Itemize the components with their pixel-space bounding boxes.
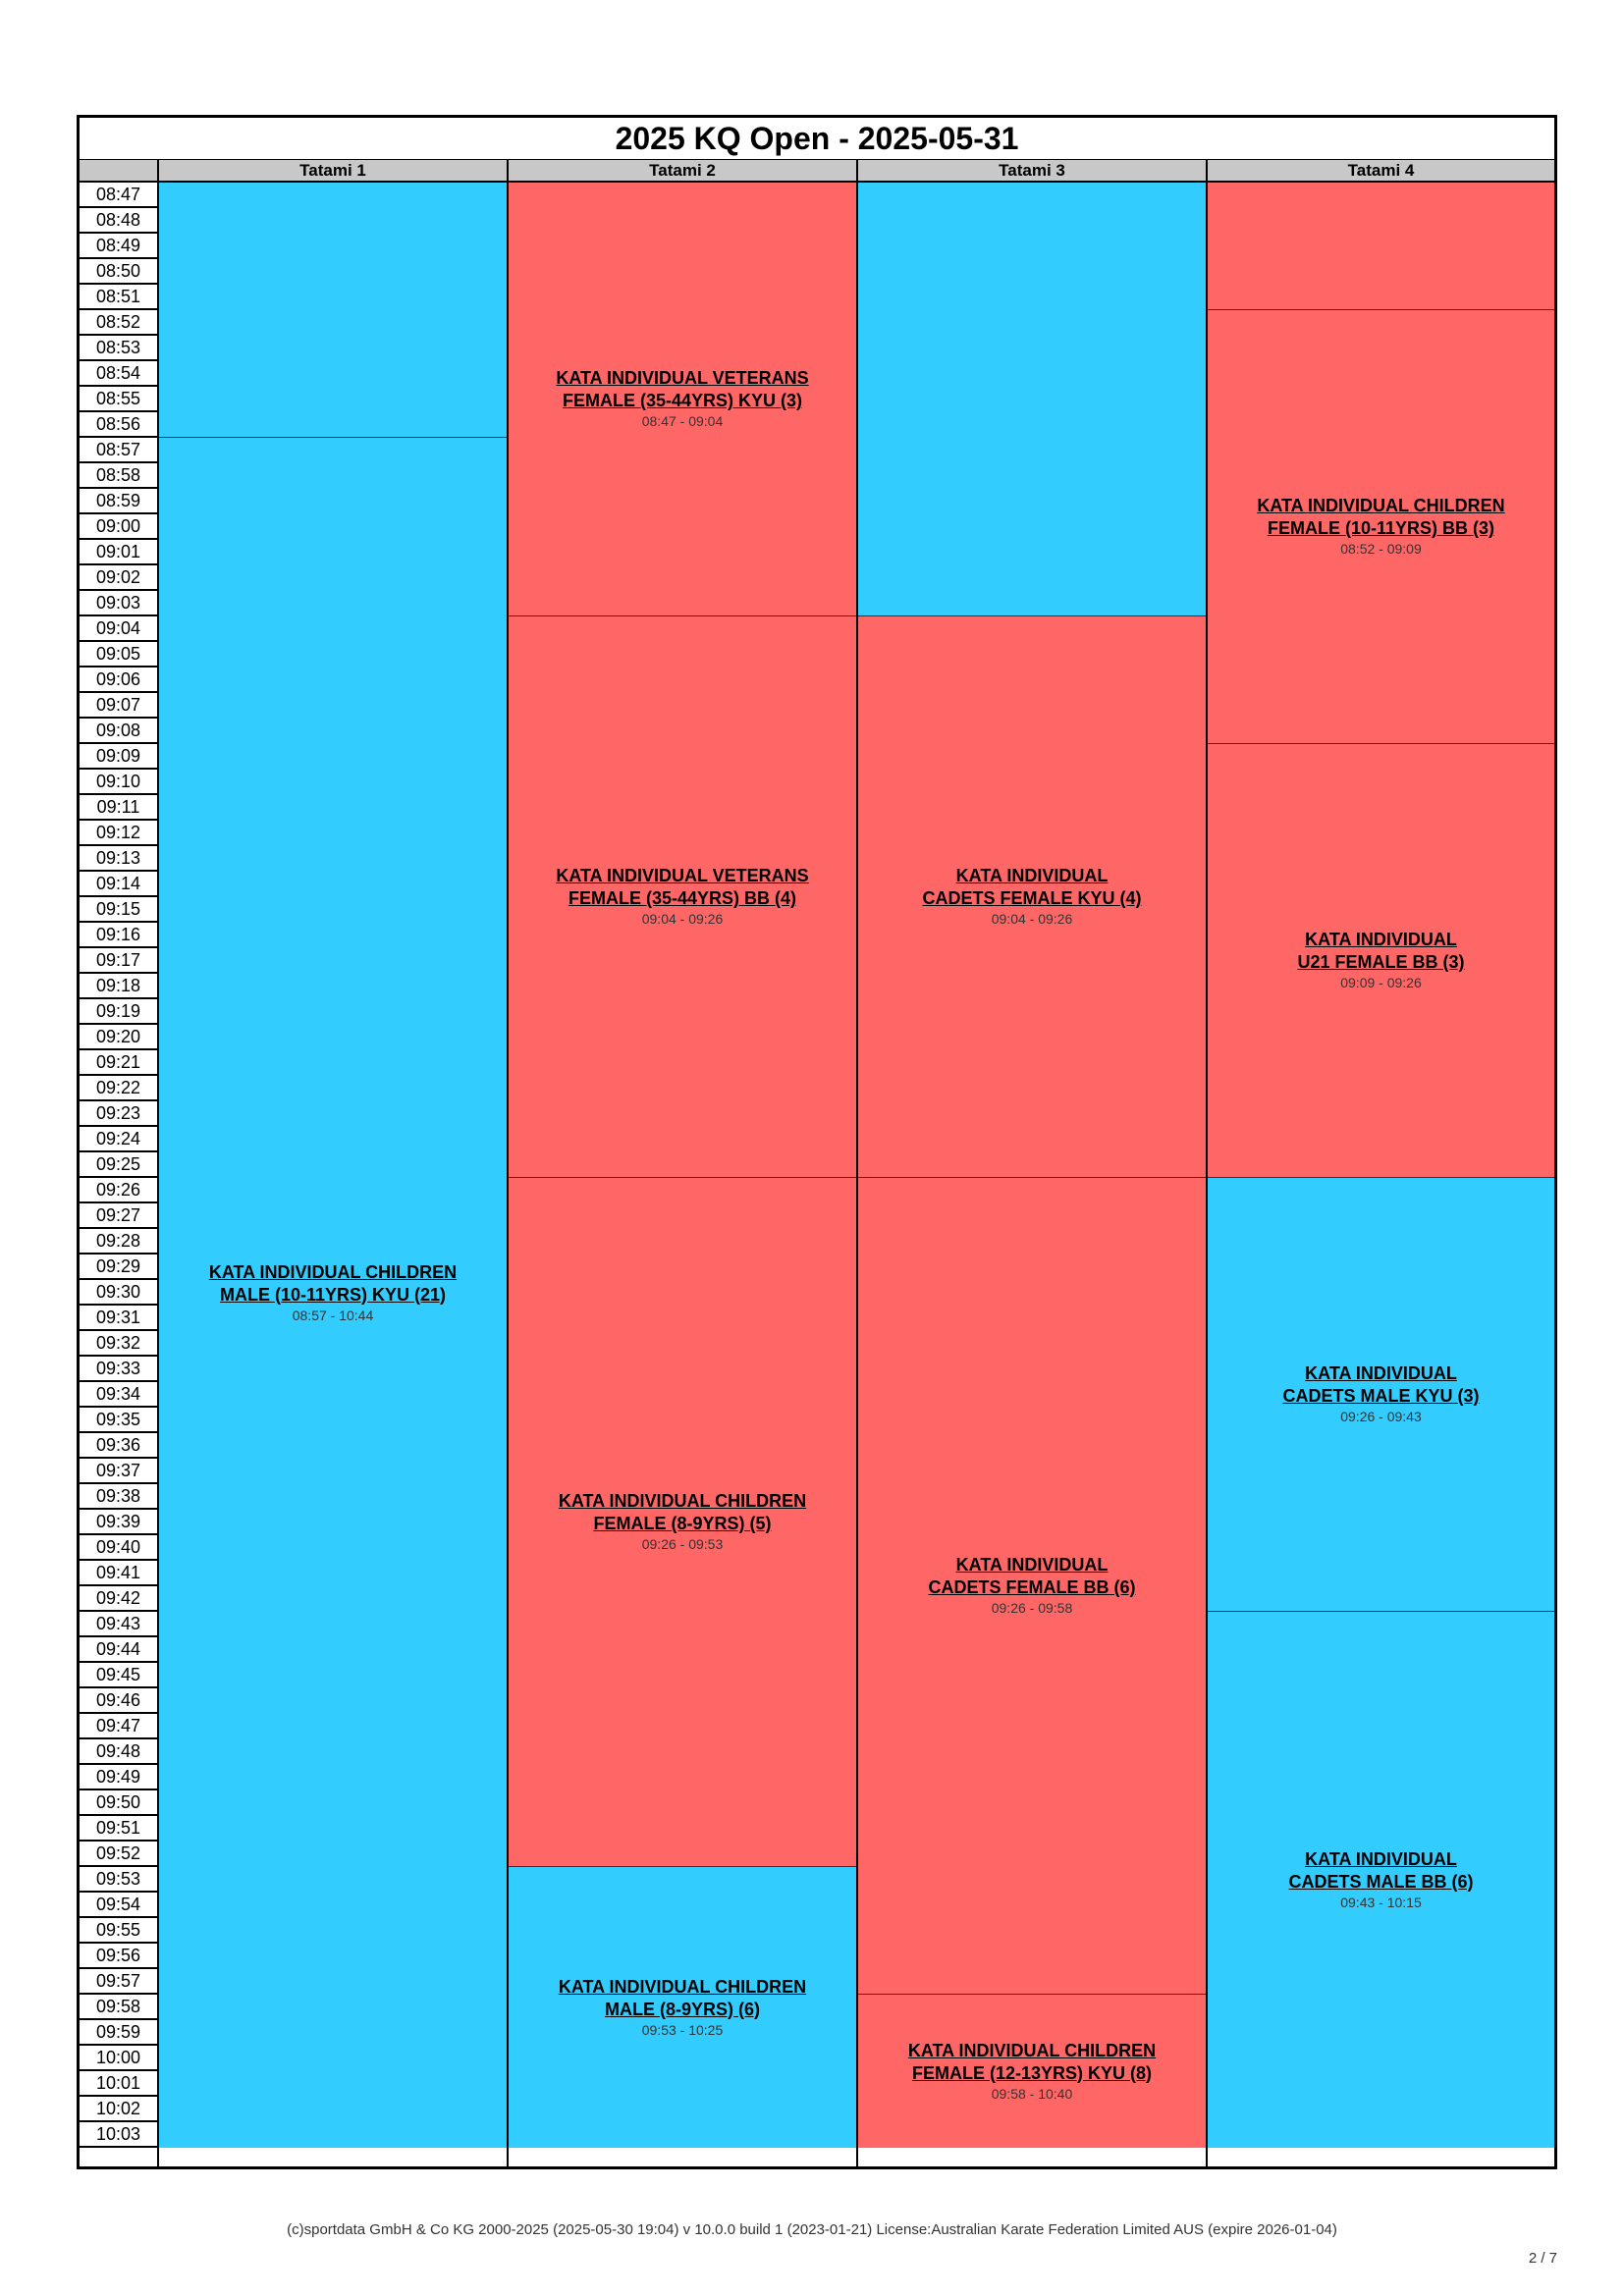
time-slot: 09:19 (80, 999, 157, 1025)
time-slot: 10:01 (80, 2071, 157, 2097)
column-header-tatami-4: Tatami 4 (1206, 160, 1554, 183)
event-name-line2[interactable]: FEMALE (35-44YRS) BB (4) (568, 888, 797, 908)
event-name-line2[interactable]: MALE (10-11YRS) KYU (21) (219, 1284, 447, 1305)
tatami-3-column (856, 183, 1206, 2166)
time-slot: 09:18 (80, 974, 157, 999)
time-slot: 09:27 (80, 1203, 157, 1229)
event-time-range: 09:58 - 10:40 (991, 2085, 1073, 2102)
time-slot: 09:23 (80, 1101, 157, 1127)
time-slot: 09:12 (80, 821, 157, 846)
time-slot: 09:03 (80, 591, 157, 616)
time-slot: 09:25 (80, 1152, 157, 1178)
time-slot: 09:14 (80, 872, 157, 897)
time-slot: 08:48 (80, 208, 157, 234)
time-slot: 09:56 (80, 1944, 157, 1969)
time-slot: 09:33 (80, 1357, 157, 1382)
time-slot: 09:46 (80, 1688, 157, 1714)
event-block[interactable] (1208, 183, 1554, 310)
time-slot: 09:42 (80, 1586, 157, 1612)
time-slot: 08:52 (80, 310, 157, 336)
time-slot: 09:10 (80, 770, 157, 795)
time-slot: 09:22 (80, 1076, 157, 1101)
time-slot: 10:03 (80, 2122, 157, 2148)
event-name-line1[interactable]: KATA INDIVIDUAL VETERANS (556, 866, 809, 885)
time-slot: 09:20 (80, 1025, 157, 1050)
time-slot: 09:53 (80, 1867, 157, 1893)
time-slot: 09:48 (80, 1739, 157, 1765)
time-slot: 08:53 (80, 336, 157, 361)
event-block[interactable] (509, 1867, 856, 2148)
event-block[interactable] (858, 616, 1206, 1178)
time-slot: 09:43 (80, 1612, 157, 1637)
time-slot: 08:49 (80, 234, 157, 259)
event-name-line1[interactable]: KATA INDIVIDUAL (955, 866, 1109, 885)
time-slot: 09:05 (80, 642, 157, 667)
event-time-range: 09:04 - 09:26 (641, 911, 724, 927)
event-block[interactable] (509, 1178, 856, 1867)
event-block[interactable] (509, 616, 856, 1178)
event-name-line2[interactable]: CADETS FEMALE KYU (4) (922, 888, 1142, 908)
event-name-line1[interactable]: KATA INDIVIDUAL CHILDREN (558, 1976, 807, 1997)
time-slot: 09:36 (80, 1433, 157, 1459)
time-slot: 10:00 (80, 2046, 157, 2071)
schedule-title: 2025 KQ Open - 2025-05-31 (80, 118, 1554, 161)
schedule-table (77, 115, 1557, 2169)
time-slot: 09:40 (80, 1535, 157, 1561)
time-slot: 09:37 (80, 1459, 157, 1484)
tatami-2-column (507, 183, 856, 2166)
event-time-range: 08:57 - 10:44 (292, 1307, 374, 1323)
time-slot: 09:52 (80, 1842, 157, 1867)
event-name-line2[interactable]: FEMALE (35-44YRS) KYU (3) (562, 391, 803, 410)
footer-license: (c)sportdata GmbH & Co KG 2000-2025 (2025-05-30 19:04) v 10.0.0 build 1 (2023-01-21) License:Australian Karate Federation Limited AUS (expire 2026-01-04) (287, 2221, 1337, 2238)
time-slot: 09:55 (80, 1918, 157, 1944)
time-slot: 09:00 (80, 514, 157, 540)
event-block[interactable] (159, 438, 507, 2148)
event-name-line2[interactable]: MALE (8-9YRS) (6) (604, 1999, 760, 2019)
time-slot: 09:24 (80, 1127, 157, 1152)
time-slot: 09:29 (80, 1255, 157, 1280)
time-slot: 08:58 (80, 463, 157, 489)
event-name-line2[interactable]: FEMALE (12-13YRS) KYU (8) (911, 2062, 1153, 2083)
event-name-line1[interactable]: KATA INDIVIDUAL (1305, 930, 1457, 949)
event-name-line1[interactable]: KATA INDIVIDUAL CHILDREN (907, 2040, 1157, 2060)
time-slot: 08:57 (80, 438, 157, 463)
event-block[interactable] (159, 183, 507, 438)
event-time-range: 09:04 - 09:26 (991, 911, 1073, 927)
time-slot: 09:16 (80, 923, 157, 948)
time-slot: 09:17 (80, 948, 157, 974)
event-block[interactable] (1208, 1178, 1554, 1612)
event-name-line2[interactable]: CADETS MALE KYU (3) (1282, 1386, 1480, 1406)
time-slot: 09:04 (80, 616, 157, 642)
tatami-1-column (157, 183, 507, 2166)
time-slot: 08:55 (80, 387, 157, 412)
event-time-range: 09:26 - 09:58 (991, 1600, 1073, 1616)
time-slot: 09:57 (80, 1969, 157, 1995)
time-slot: 08:59 (80, 489, 157, 514)
time-slot: 08:56 (80, 412, 157, 438)
event-block[interactable] (509, 183, 856, 616)
time-slot: 09:35 (80, 1408, 157, 1433)
event-name-line1[interactable]: KATA INDIVIDUAL (1305, 1848, 1457, 1869)
time-slot: 09:49 (80, 1765, 157, 1790)
event-name-line1[interactable]: KATA INDIVIDUAL CHILDREN (558, 1491, 807, 1511)
event-time-range: 09:26 - 09:53 (641, 1536, 724, 1552)
column-header-tatami-1: Tatami 1 (157, 160, 507, 183)
event-name-line2[interactable]: U21 FEMALE BB (3) (1297, 952, 1465, 972)
time-slot: 09:26 (80, 1178, 157, 1203)
event-block[interactable] (1208, 310, 1554, 744)
event-block[interactable] (858, 1178, 1206, 1995)
event-name-line2[interactable]: CADETS FEMALE BB (6) (928, 1577, 1136, 1597)
time-slot: 09:28 (80, 1229, 157, 1255)
event-name-line1[interactable]: KATA INDIVIDUAL VETERANS (556, 368, 809, 388)
time-slot: 10:02 (80, 2097, 157, 2122)
header-corner (80, 160, 157, 183)
time-slot: 09:32 (80, 1331, 157, 1357)
column-header-tatami-3: Tatami 3 (856, 160, 1206, 183)
event-block[interactable] (1208, 744, 1554, 1178)
time-slot: 09:15 (80, 897, 157, 923)
event-time-range: 08:52 - 09:09 (1340, 541, 1422, 557)
time-slot: 09:07 (80, 693, 157, 719)
tatami-4-column (1206, 183, 1554, 2166)
event-name-line2[interactable]: FEMALE (8-9YRS) (5) (593, 1514, 772, 1533)
event-block[interactable] (1208, 1612, 1554, 2148)
time-slot: 09:44 (80, 1637, 157, 1663)
time-slot: 09:06 (80, 667, 157, 693)
event-time-range: 09:09 - 09:26 (1340, 975, 1422, 990)
time-slot: 09:11 (80, 795, 157, 821)
time-slot: 09:51 (80, 1816, 157, 1842)
time-slot: 08:50 (80, 259, 157, 285)
event-time-range: 09:53 - 10:25 (641, 2021, 724, 2038)
time-slot: 09:38 (80, 1484, 157, 1510)
event-name-line2[interactable]: CADETS MALE BB (6) (1288, 1871, 1474, 1892)
time-slot: 08:51 (80, 285, 157, 310)
column-header-tatami-2: Tatami 2 (507, 160, 856, 183)
event-name-line1[interactable]: KATA INDIVIDUAL CHILDREN (1257, 496, 1505, 515)
time-slot: 09:08 (80, 719, 157, 744)
event-block[interactable] (858, 183, 1206, 616)
time-slot: 09:13 (80, 846, 157, 872)
page-number: 2 / 7 (1528, 2250, 1557, 2267)
time-slot: 09:50 (80, 1790, 157, 1816)
time-slot: 09:34 (80, 1382, 157, 1408)
time-slot: 09:47 (80, 1714, 157, 1739)
time-slot: 09:45 (80, 1663, 157, 1688)
event-name-line1[interactable]: KATA INDIVIDUAL (955, 1555, 1109, 1575)
event-name-line1[interactable]: KATA INDIVIDUAL CHILDREN (208, 1261, 458, 1282)
time-slot: 09:31 (80, 1306, 157, 1331)
event-block[interactable] (858, 1995, 1206, 2148)
time-slot: 09:01 (80, 540, 157, 565)
event-time-range: 08:47 - 09:04 (641, 413, 724, 429)
event-time-range: 09:26 - 09:43 (1340, 1409, 1422, 1424)
event-name-line1[interactable]: KATA INDIVIDUAL (1305, 1363, 1457, 1383)
time-slot: 09:59 (80, 2020, 157, 2046)
time-slot: 09:30 (80, 1280, 157, 1306)
time-slot: 09:41 (80, 1561, 157, 1586)
time-slot: 09:02 (80, 565, 157, 591)
event-time-range: 09:43 - 10:15 (1340, 1894, 1422, 1910)
time-slot: 09:09 (80, 744, 157, 770)
event-name-line2[interactable]: FEMALE (10-11YRS) BB (3) (1267, 518, 1495, 538)
time-slot: 09:39 (80, 1510, 157, 1535)
time-slot: 09:58 (80, 1995, 157, 2020)
time-slot: 09:54 (80, 1893, 157, 1918)
time-slot: 08:54 (80, 361, 157, 387)
time-slot: 08:47 (80, 183, 157, 208)
time-slot: 09:21 (80, 1050, 157, 1076)
